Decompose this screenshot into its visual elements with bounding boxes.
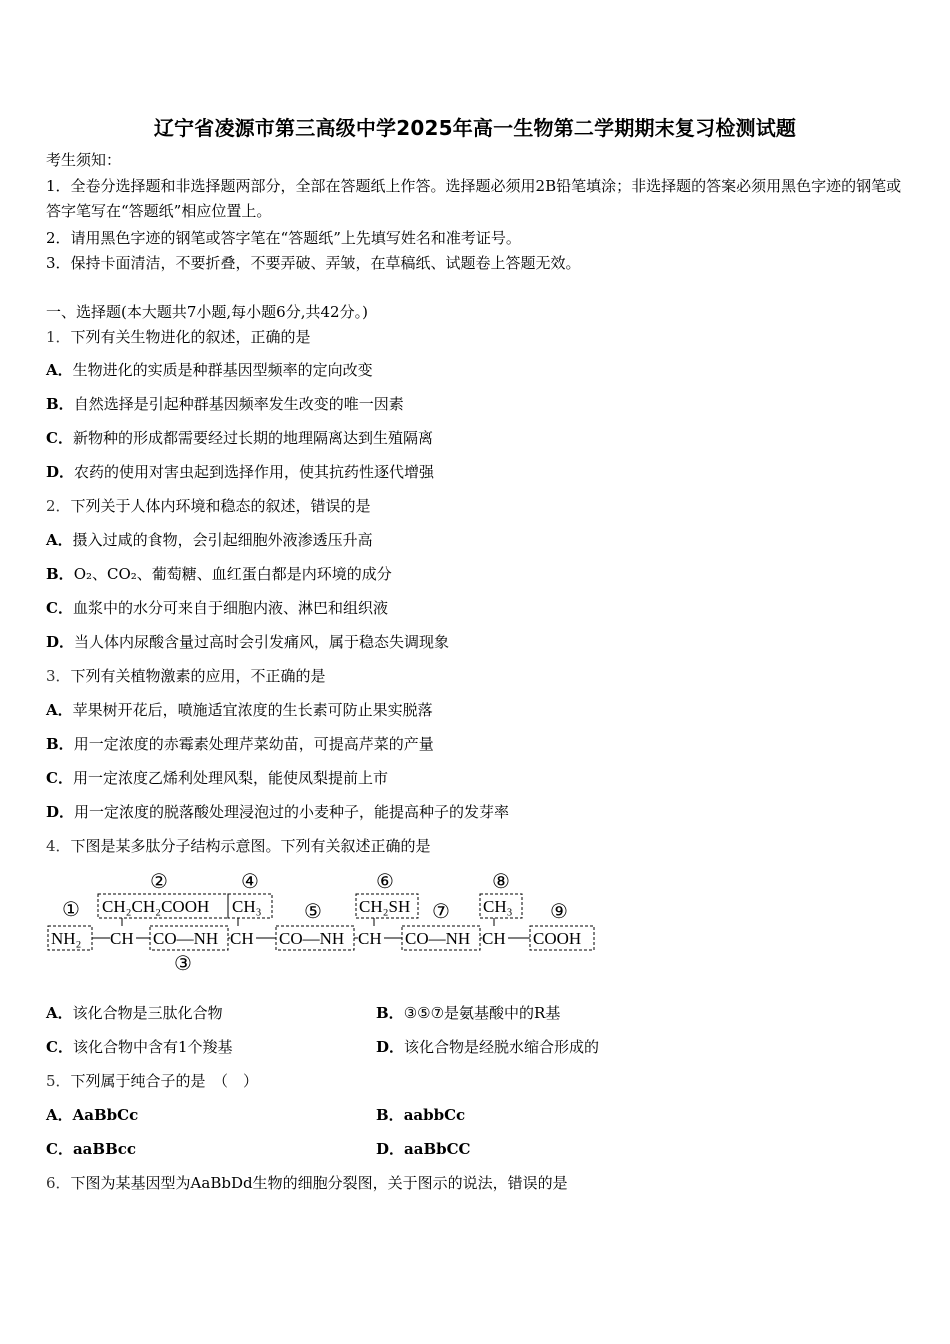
question-number: 6．: [46, 1174, 71, 1192]
question-4: [46, 836, 431, 856]
carbon-3: CH: [358, 929, 382, 948]
notice-item-1: 1．全卷分选择题和非选择题两部分，全部在答题纸上作答。选择题必须用2B铅笔填涂；非选择题的答案必须用黑色字迹的钢笔或答字笔写在“答题纸”相应位置上。: [46, 177, 902, 220]
question-stem: 下列有关生物进化的叙述，正确的是: [70, 328, 311, 346]
notice-item-3: 3．保持卡面清洁，不要折叠，不要弄破、弄皱，在草稿纸、试题卷上答题无效。: [46, 254, 581, 272]
question-number: 3．: [46, 667, 71, 685]
option-d[interactable]: D．该化合物是经脱水缩合形成的: [376, 1038, 600, 1056]
question-stem: 下列有关植物激素的应用，不正确的是: [70, 667, 326, 685]
option-b[interactable]: B．自然选择是引起种群基因频率发生改变的唯一因素: [46, 395, 404, 413]
option-b[interactable]: B．aabbCc: [376, 1106, 466, 1124]
option-a[interactable]: A．摄入过咸的食物，会引起细胞外液渗透压升高: [46, 531, 373, 549]
question-number: 5．: [46, 1072, 71, 1090]
option-c[interactable]: C．血浆中的水分可来自于细胞内液、淋巴和组织液: [46, 599, 388, 617]
label-1: ①: [62, 899, 80, 921]
notice-item-2: 2．请用黑色字迹的钢笔或答字笔在“答题纸”上先填写姓名和准考证号。: [46, 229, 521, 247]
option-a[interactable]: A．生物进化的实质是种群基因型频率的定向改变: [46, 361, 373, 379]
question-6: [46, 1173, 568, 1193]
option-c[interactable]: C．新物种的形成都需要经过长期的地理隔离达到生殖隔离: [46, 429, 433, 447]
option-a[interactable]: A．苹果树开花后，喷施适宜浓度的生长素可防止果实脱落: [46, 701, 433, 719]
label-5: ⑤: [304, 901, 322, 923]
label-9: ⑨: [550, 901, 568, 923]
label-3: ③: [174, 953, 192, 975]
question-stem: 下列属于纯合子的是 （ ）: [70, 1072, 259, 1090]
group-4: CH₃: [232, 897, 262, 916]
carbon-4: CH: [482, 929, 506, 948]
group-6: CH₂SH: [359, 897, 411, 916]
option-b[interactable]: B．③⑤⑦是氨基酸中的R基: [376, 1004, 561, 1022]
option-d[interactable]: D．用一定浓度的脱落酸处理浸泡过的小麦种子，能提高种子的发芽率: [46, 803, 510, 821]
label-8: ⑧: [492, 871, 510, 893]
group-1: NH₂: [51, 929, 82, 948]
option-c[interactable]: C．aaBBcc: [46, 1140, 137, 1158]
option-c[interactable]: C．用一定浓度乙烯利处理风梨，能使凤梨提前上市: [46, 769, 388, 787]
option-c[interactable]: C．该化合物中含有1个羧基: [46, 1038, 233, 1056]
label-2: ②: [150, 871, 168, 893]
question-number: 1．: [46, 328, 71, 346]
question-stem: 下列关于人体内环境和稳态的叙述，错误的是: [70, 497, 371, 515]
option-b[interactable]: B．O₂、CO₂、葡萄糖、血红蛋白都是内环境的成分: [46, 565, 392, 583]
option-a[interactable]: A．该化合物是三肽化合物: [46, 1004, 223, 1022]
group-5: CO—NH: [279, 929, 345, 948]
question-1: [46, 327, 311, 347]
question-number: 2．: [46, 497, 71, 515]
carbon-2: CH: [230, 929, 254, 948]
option-a[interactable]: A．AaBbCc: [46, 1106, 139, 1124]
page-title: 辽宁省凌源市第三高级中学2025年高一生物第二学期期末复习检测试题: [153, 116, 797, 140]
notice-heading: 考生须知：: [46, 151, 122, 169]
option-b[interactable]: B．用一定浓度的赤霉素处理芹菜幼苗，可提高芹菜的产量: [46, 735, 434, 753]
question-5: [46, 1071, 258, 1091]
group-8: CH₃: [483, 897, 513, 916]
group-9: COOH: [533, 929, 582, 948]
question-2: [46, 496, 371, 516]
question-3: [46, 666, 326, 686]
polypeptide-diagram: [46, 866, 606, 976]
option-d[interactable]: D．农药的使用对害虫起到选择作用，使其抗药性逐代增强: [46, 463, 435, 481]
question-stem: 下图为某基因型为AaBbDd生物的细胞分裂图，关于图示的说法，错误的是: [70, 1174, 568, 1192]
label-7: ⑦: [432, 901, 450, 923]
group-7: CO—NH: [405, 929, 471, 948]
group-2: CH₂CH₂COOH: [102, 897, 210, 916]
label-4: ④: [241, 871, 259, 893]
question-number: 4．: [46, 837, 71, 855]
label-6: ⑥: [376, 871, 394, 893]
group-3: CO—NH: [153, 929, 219, 948]
option-d[interactable]: D．aaBbCC: [376, 1140, 471, 1158]
section-heading: 一、选择题(本大题共7小题,每小题6分,共42分。): [46, 303, 368, 321]
question-stem: 下图是某多肽分子结构示意图。下列有关叙述正确的是: [70, 837, 431, 855]
option-d[interactable]: D．当人体内尿酸含量过高时会引发痛风，属于稳态失调现象: [46, 633, 450, 651]
carbon-1: CH: [110, 929, 134, 948]
